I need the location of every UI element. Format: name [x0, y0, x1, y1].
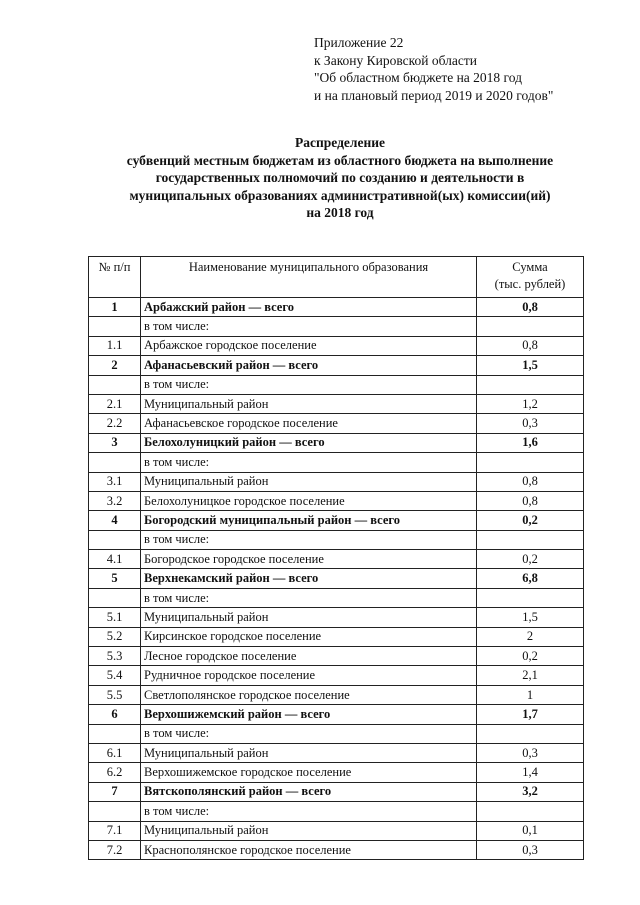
- row-number: 3.2: [89, 491, 141, 510]
- row-sum: 1,6: [477, 433, 584, 452]
- row-sum: [477, 724, 584, 743]
- row-sum: [477, 802, 584, 821]
- row-municipality: в том числе:: [141, 375, 477, 394]
- row-number: 6: [89, 705, 141, 724]
- row-municipality: Краснополянское городское поселение: [141, 840, 477, 859]
- row-number: 1: [89, 298, 141, 317]
- row-number: 5.2: [89, 627, 141, 646]
- row-municipality: в том числе:: [141, 530, 477, 549]
- header-municipality: Наименование муниципального образования: [141, 257, 477, 298]
- row-sum: 0,3: [477, 743, 584, 762]
- appendix-block: [314, 34, 553, 104]
- row-number: 7: [89, 782, 141, 801]
- table-row: [89, 414, 584, 433]
- table-row: [89, 840, 584, 859]
- row-number: [89, 375, 141, 394]
- table-row: [89, 608, 584, 627]
- row-number: [89, 530, 141, 549]
- row-sum: 0,2: [477, 550, 584, 569]
- row-municipality: в том числе:: [141, 588, 477, 607]
- table-header-row: [89, 257, 584, 298]
- row-municipality: Муниципальный район: [141, 821, 477, 840]
- row-sum: 0,8: [477, 472, 584, 491]
- row-municipality: Афанасьевский район — всего: [141, 356, 477, 375]
- heading-line: субвенций местным бюджетам из областного бюджета на выполнение: [126, 152, 554, 168]
- row-sum: [477, 530, 584, 549]
- table-row: [89, 530, 584, 549]
- row-number: [89, 724, 141, 743]
- row-sum: [477, 317, 584, 336]
- row-sum: 1,5: [477, 608, 584, 627]
- row-sum: [477, 375, 584, 394]
- row-number: 2.1: [89, 394, 141, 413]
- table-row: [89, 453, 584, 472]
- table-row: [89, 317, 584, 336]
- row-sum: 3,2: [477, 782, 584, 801]
- row-sum: 0,8: [477, 336, 584, 355]
- row-municipality: Светлополянское городское поселение: [141, 685, 477, 704]
- row-number: 3: [89, 433, 141, 452]
- table-row: [89, 433, 584, 452]
- row-municipality: Вятскополянский район — всего: [141, 782, 477, 801]
- row-sum: 1,2: [477, 394, 584, 413]
- table-row: [89, 375, 584, 394]
- table-row: [89, 394, 584, 413]
- row-municipality: Кирсинское городское поселение: [141, 627, 477, 646]
- row-municipality: Белохолуницкий район — всего: [141, 433, 477, 452]
- row-number: 3.1: [89, 472, 141, 491]
- row-sum: 2: [477, 627, 584, 646]
- table-row: [89, 550, 584, 569]
- row-number: 5.1: [89, 608, 141, 627]
- row-municipality: Муниципальный район: [141, 608, 477, 627]
- row-municipality: в том числе:: [141, 453, 477, 472]
- appendix-law-ref: к Закону Кировской области: [314, 52, 478, 68]
- row-municipality: Арбажский район — всего: [141, 298, 477, 317]
- row-number: [89, 317, 141, 336]
- table-row: [89, 802, 584, 821]
- heading-line: государственных полномочий по созданию и деятельности в: [155, 170, 525, 185]
- appendix-law-title: "Об областном бюджете на 2018 год: [314, 70, 522, 85]
- distribution-table: [88, 256, 584, 860]
- row-municipality: Богородское городское поселение: [141, 550, 477, 569]
- row-sum: 2,1: [477, 666, 584, 685]
- table-row: [89, 511, 584, 530]
- row-number: 6.2: [89, 763, 141, 782]
- row-number: [89, 453, 141, 472]
- row-municipality: в том числе:: [141, 317, 477, 336]
- table-row: [89, 685, 584, 704]
- table-row: [89, 627, 584, 646]
- row-number: 5: [89, 569, 141, 588]
- table-body: [89, 298, 584, 860]
- table-row: [89, 569, 584, 588]
- row-sum: 0,3: [477, 840, 584, 859]
- row-number: 5.3: [89, 647, 141, 666]
- row-municipality: Муниципальный район: [141, 394, 477, 413]
- row-sum: [477, 453, 584, 472]
- row-sum: 0,8: [477, 491, 584, 510]
- row-sum: 6,8: [477, 569, 584, 588]
- row-municipality: Афанасьевское городское поселение: [141, 414, 477, 433]
- row-sum: 1: [477, 685, 584, 704]
- row-number: 7.2: [89, 840, 141, 859]
- header-sum-label: Сумма: [512, 260, 548, 274]
- row-municipality: Арбажское городское поселение: [141, 336, 477, 355]
- table-row: [89, 821, 584, 840]
- row-number: 6.1: [89, 743, 141, 762]
- header-sum-unit: (тыс. рублей): [494, 277, 566, 291]
- row-municipality: Лесное городское поселение: [141, 647, 477, 666]
- row-municipality: Рудничное городское поселение: [141, 666, 477, 685]
- table-row: [89, 666, 584, 685]
- table-row: [89, 298, 584, 317]
- row-number: 4: [89, 511, 141, 530]
- row-sum: 1,7: [477, 705, 584, 724]
- row-number: 2: [89, 356, 141, 375]
- row-municipality: в том числе:: [141, 802, 477, 821]
- row-sum: [477, 588, 584, 607]
- appendix-law-period: и на плановый период 2019 и 2020 годов": [314, 87, 554, 103]
- table-row: [89, 724, 584, 743]
- row-sum: 0,8: [477, 298, 584, 317]
- row-sum: 1,5: [477, 356, 584, 375]
- header-sum: [477, 257, 584, 298]
- table-row: [89, 472, 584, 491]
- heading-title: Распределение: [294, 135, 386, 150]
- row-sum: 0,2: [477, 511, 584, 530]
- heading-line: муниципальных образованиях административной(ых) комиссии(ий): [129, 187, 551, 203]
- table-row: [89, 705, 584, 724]
- row-number: [89, 802, 141, 821]
- table-row: [89, 743, 584, 762]
- table-row: [89, 647, 584, 666]
- table-row: [89, 356, 584, 375]
- table-row: [89, 588, 584, 607]
- row-municipality: Муниципальный район: [141, 472, 477, 491]
- table-row: [89, 782, 584, 801]
- row-sum: 1,4: [477, 763, 584, 782]
- row-sum: 0,3: [477, 414, 584, 433]
- row-number: [89, 588, 141, 607]
- row-municipality: Белохолуницкое городское поселение: [141, 491, 477, 510]
- row-number: 7.1: [89, 821, 141, 840]
- table-row: [89, 336, 584, 355]
- row-municipality: Богородский муниципальный район — всего: [141, 511, 477, 530]
- row-number: 5.5: [89, 685, 141, 704]
- row-municipality: Муниципальный район: [141, 743, 477, 762]
- row-sum: 0,2: [477, 647, 584, 666]
- row-number: 2.2: [89, 414, 141, 433]
- row-municipality: Верхошижемское городское поселение: [141, 763, 477, 782]
- appendix-number: Приложение 22: [314, 35, 404, 50]
- row-number: 4.1: [89, 550, 141, 569]
- row-number: 5.4: [89, 666, 141, 685]
- row-municipality: Верхнекамский район — всего: [141, 569, 477, 588]
- row-municipality: в том числе:: [141, 724, 477, 743]
- heading-year: на 2018 год: [306, 205, 374, 220]
- document-heading: [60, 134, 620, 222]
- row-number: 1.1: [89, 336, 141, 355]
- row-municipality: Верхошижемский район — всего: [141, 705, 477, 724]
- row-sum: 0,1: [477, 821, 584, 840]
- table-row: [89, 491, 584, 510]
- table-row: [89, 763, 584, 782]
- header-number: № п/п: [89, 257, 141, 298]
